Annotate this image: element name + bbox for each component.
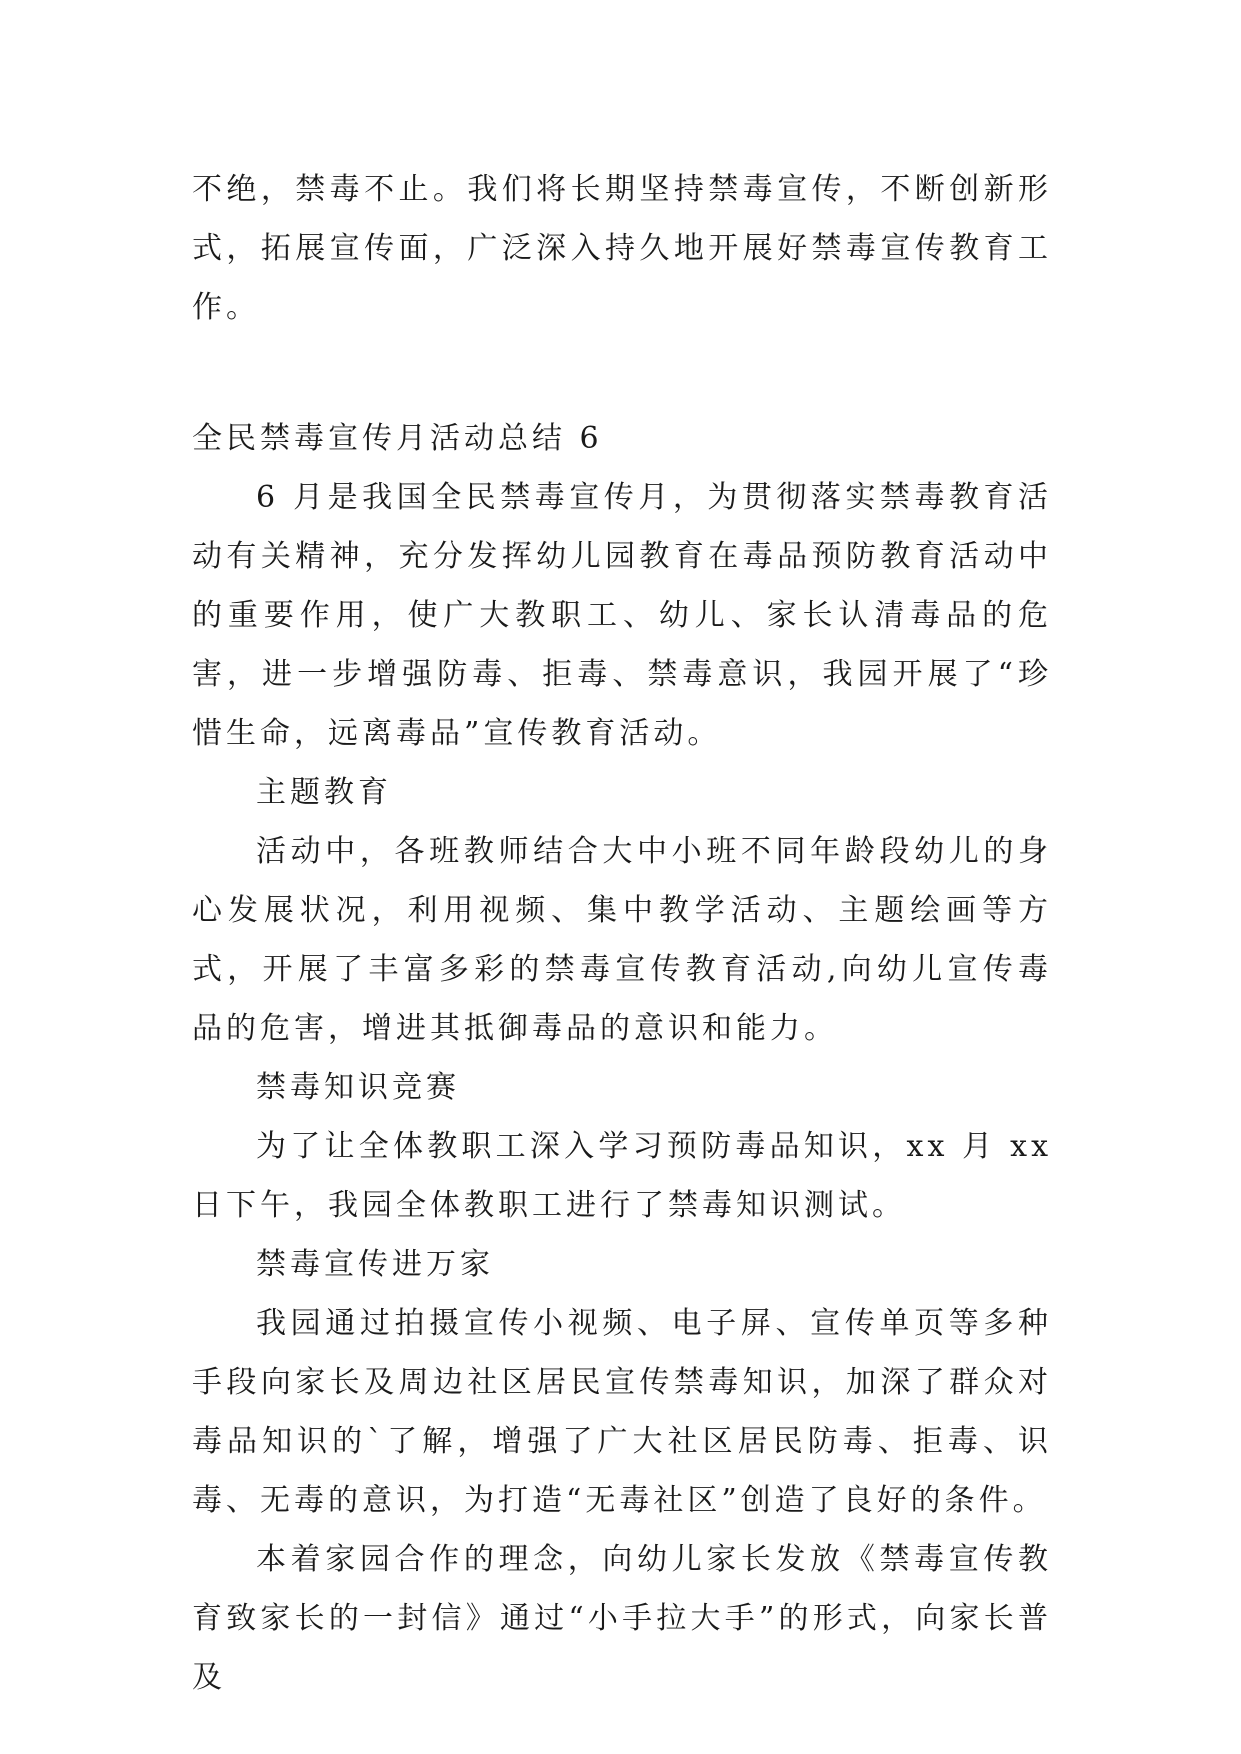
subheading-theme-education: 主题教育 <box>256 775 392 810</box>
knowledge-contest-paragraph: 为了让全体教职工深入学习预防毒品知识，xx 月 xx 日下午，我园全体教职工进行了禁毒知识测试。 <box>192 1129 1052 1223</box>
intro-paragraph: 6 月是我国全民禁毒宣传月，为贯彻落实禁毒教育活动有关精神，充分发挥幼儿园教育在毒品预防教育活动中的重要作用，使广大教职工、幼儿、家长认清毒品的危害，进一步增强防毒、拒毒、禁毒意识，我园开展了“珍惜生命，远离毒品”宣传教育活动。 <box>192 480 1052 751</box>
continuation-paragraph: 不绝，禁毒不止。我们将长期坚持禁毒宣传，不断创新形式，拓展宣传面，广泛深入持久地开展好禁毒宣传教育工作。 <box>192 172 1052 325</box>
publicity-homes-paragraph: 我园通过拍摄宣传小视频、电子屏、宣传单页等多种手段向家长及周边社区居民宣传禁毒知识，加深了群众对毒品知识的`了解，增强了广大社区居民防毒、拒毒、识毒、无毒的意识，为打造“无毒社区”创造了良好的条件。 <box>192 1306 1052 1518</box>
home-school-paragraph: 本着家园合作的理念，向幼儿家长发放《禁毒宣传教育致家长的一封信》通过“小手拉大手”的形式，向家长普及 <box>192 1542 1052 1695</box>
document-body <box>192 160 1052 1707</box>
theme-education-paragraph: 活动中，各班教师结合大中小班不同年龄段幼儿的身心发展状况，利用视频、集中教学活动、主题绘画等方式，开展了丰富多彩的禁毒宣传教育活动,向幼儿宣传毒品的危害，增进其抵御毒品的意识和能力。 <box>192 834 1052 1046</box>
section-title: 全民禁毒宣传月活动总结 6 <box>192 421 603 456</box>
subheading-publicity-homes: 禁毒宣传进万家 <box>256 1247 494 1282</box>
subheading-knowledge-contest: 禁毒知识竞赛 <box>256 1070 460 1105</box>
